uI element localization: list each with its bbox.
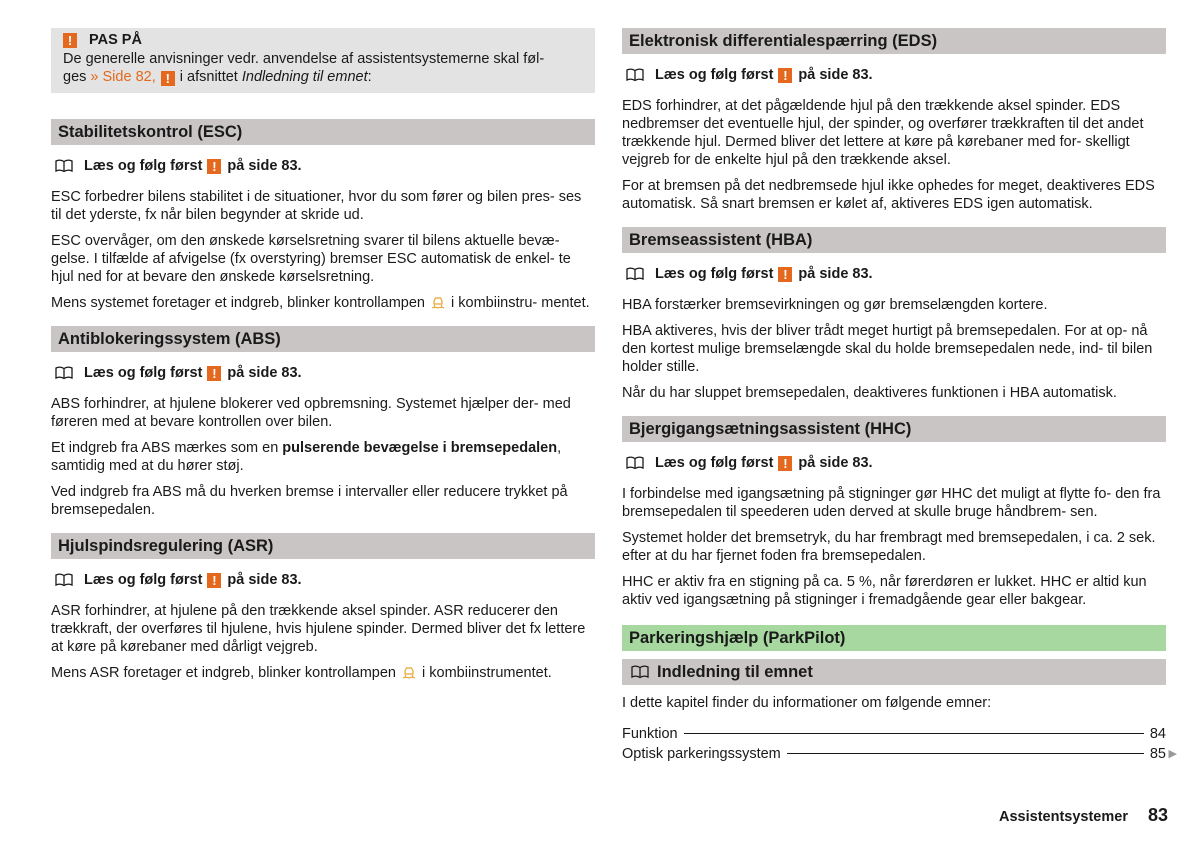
- warning-icon: !: [778, 68, 792, 83]
- warning-icon: !: [207, 573, 221, 588]
- chapter-name: Assistentsystemer: [999, 809, 1128, 825]
- book-icon: [626, 68, 644, 82]
- section-heading-esc: Stabilitetskontrol (ESC): [51, 119, 595, 145]
- caution-text: [63, 50, 583, 86]
- paragraph: HBA forstærker bremsevirkningen og gør bremselængden kortere.: [622, 297, 1048, 313]
- toc-page: 85: [1149, 746, 1166, 762]
- intro-heading: [622, 659, 1166, 685]
- book-icon: [55, 573, 73, 587]
- paragraph: I forbindelse med igangsætning på stigninger gør HHC det muligt at flytte fo- den fra bremsepedalen til speederen uden derved at skulle bruge håndbrem- sen.: [622, 486, 1161, 520]
- intro-title: Indledning til emnet: [657, 662, 813, 681]
- esc-warning-lamp-icon: [402, 665, 416, 679]
- esc-warning-lamp-icon: [431, 295, 445, 309]
- toc-page: 84: [1149, 726, 1166, 742]
- read-first-note: [51, 570, 595, 590]
- paragraph: HHC er aktiv fra en stigning på ca. 5 %, når førerdøren er lukket. HHC er altid kun aktiv ved igangsætning på stigninger i fremadgående gear eller bakgear.: [622, 574, 1147, 608]
- text-span: i kombiinstru- mentet.: [451, 295, 590, 311]
- book-icon: [55, 159, 73, 173]
- warning-icon: !: [778, 456, 792, 471]
- caution-header: [63, 31, 583, 50]
- read-first-page: på side 83.: [798, 67, 873, 83]
- right-column: [622, 28, 1177, 764]
- caution-line2-start: ges: [63, 69, 91, 85]
- page-link[interactable]: » Side 82,: [90, 69, 156, 85]
- paragraph: ESC forbedrer bilens stabilitet i de situationer, hvor du som fører og bilen pres- ses til det yderste, fx når bilen begynder at skride ud.: [51, 189, 582, 223]
- caution-line2-end: :: [367, 69, 372, 85]
- warning-icon: !: [207, 366, 221, 381]
- toc-label: Optisk parkeringssystem: [622, 746, 781, 762]
- text-span: , samtidig med at du hører støj.: [51, 440, 562, 474]
- book-icon: [626, 267, 644, 281]
- paragraph: EDS forhindrer, at det pågældende hjul på den trækkende aksel spinder. EDS nedbremser det eventuelle hjul, der spinder, og overfører trækkraften til det andet trækkende hjul. Dermed bliver det lettere at køre på kørebaner med for- skelligt vejgreb for de enkelte hjul på den trækkende aksel.: [622, 98, 1144, 168]
- section-heading-eds: Elektronisk differentialespærring (EDS): [622, 28, 1166, 54]
- read-first-text: Læs og følg først: [84, 572, 203, 588]
- section-heading-hba: Bremseassistent (HBA): [622, 227, 1166, 253]
- book-icon: [631, 665, 649, 679]
- read-first-text: Læs og følg først: [655, 67, 774, 83]
- paragraph: For at bremsen på det nedbremsede hjul ikke ophedes for meget, deaktiveres EDS automatisk. Så snart bremsen er kølet af, aktiveres EDS igen automatisk.: [622, 178, 1155, 212]
- paragraph: ESC overvåger, om den ønskede kørselsretning svarer til bilens aktuelle bevæ- gelse. I tilfælde af afvigelse (fx overstyring) bremser ESC automatisk de enkel- te hjul ned for at bevare den ønskede kørselsretning.: [51, 233, 571, 285]
- section-heading-hhc: Bjergigangsætningsassistent (HHC): [622, 416, 1166, 442]
- read-first-note: [51, 156, 595, 176]
- read-first-text: Læs og følg først: [655, 455, 774, 471]
- paragraph: [51, 664, 595, 682]
- read-first-note: [51, 363, 595, 383]
- paragraph: Ved indgreb fra ABS må du hverken bremse i intervaller eller reducere trykket på bremsepedalen.: [51, 484, 568, 518]
- paragraph: I dette kapitel finder du informationer om følgende emner:: [622, 695, 992, 711]
- text-span: Et indgreb fra ABS mærkes som en: [51, 440, 283, 456]
- paragraph: ABS forhindrer, at hjulene blokerer ved opbremsning. Systemet hjælper der- med føreren med at bevare kontrollen over bilen.: [51, 396, 571, 430]
- warning-icon: !: [778, 267, 792, 282]
- read-first-text: Læs og følg først: [84, 365, 203, 381]
- read-first-note: [622, 65, 1166, 85]
- warning-icon: !: [161, 71, 175, 86]
- toc-label: Funktion: [622, 726, 678, 742]
- toc-entry[interactable]: [622, 724, 1166, 744]
- read-first-page: på side 83.: [798, 266, 873, 282]
- read-first-page: på side 83.: [227, 365, 302, 381]
- text-span: Mens systemet foretager et indgreb, blinker kontrollampen: [51, 295, 425, 311]
- book-icon: [626, 456, 644, 470]
- paragraph: Systemet holder det bremsetryk, du har frembragt med bremsepedalen, i ca. 2 sek. efter at du har fjernet foden fra bremsepedalen.: [622, 530, 1156, 564]
- read-first-page: på side 83.: [227, 572, 302, 588]
- caution-box: [51, 28, 595, 93]
- read-first-page: på side 83.: [798, 455, 873, 471]
- warning-icon: !: [63, 33, 77, 48]
- caution-title: PAS PÅ: [89, 32, 142, 48]
- paragraph: [51, 294, 595, 312]
- text-span: i kombiinstrumentet.: [422, 665, 552, 681]
- chapter-heading-parking: Parkeringshjælp (ParkPilot): [622, 625, 1166, 651]
- caution-line1: De generelle anvisninger vedr. anvendelse af assistentsystemerne skal føl-: [63, 51, 545, 67]
- toc-leader: [684, 733, 1144, 734]
- text-span: Mens ASR foretager et indgreb, blinker kontrollampen: [51, 665, 396, 681]
- read-first-text: Læs og følg først: [84, 158, 203, 174]
- page-number: 83: [1147, 805, 1168, 825]
- paragraph: [51, 439, 595, 475]
- toc-entry[interactable]: [622, 744, 1177, 764]
- read-first-note: [622, 264, 1166, 284]
- left-column: [51, 28, 595, 690]
- section-heading-abs: Antiblokeringssystem (ABS): [51, 326, 595, 352]
- caution-italic: Indledning til emnet: [241, 69, 368, 85]
- paragraph: ASR forhindrer, at hjulene på den trækkende aksel spinder. ASR reducerer den trækkraft, der overføres til hjulene, hvis hjulene spinder. Dermed bliver det fx lettere at køre på kørebaner med dårligt vejgreb.: [51, 603, 586, 655]
- paragraph: Når du har sluppet bremsepedalen, deaktiveres funktionen i HBA automatisk.: [622, 385, 1117, 401]
- read-first-note: [622, 453, 1166, 473]
- read-first-page: på side 83.: [227, 158, 302, 174]
- read-first-text: Læs og følg først: [655, 266, 774, 282]
- continue-arrow-icon: ▶: [1168, 748, 1177, 760]
- book-icon: [55, 366, 73, 380]
- section-heading-asr: Hjulspindsregulering (ASR): [51, 533, 595, 559]
- warning-icon: !: [207, 159, 221, 174]
- page-footer: [999, 805, 1168, 826]
- bold-text: pulserende bevægelse i bremsepedalen: [282, 440, 558, 456]
- paragraph: HBA aktiveres, hvis der bliver trådt meget hurtigt på bremsepedalen. For at op- nå den kortest mulige bremselængde skal du holde bremsepedalen nede, ind- til bilen holder stille.: [622, 323, 1153, 375]
- toc-leader: [787, 753, 1144, 754]
- caution-line2-mid: i afsnittet: [175, 69, 242, 85]
